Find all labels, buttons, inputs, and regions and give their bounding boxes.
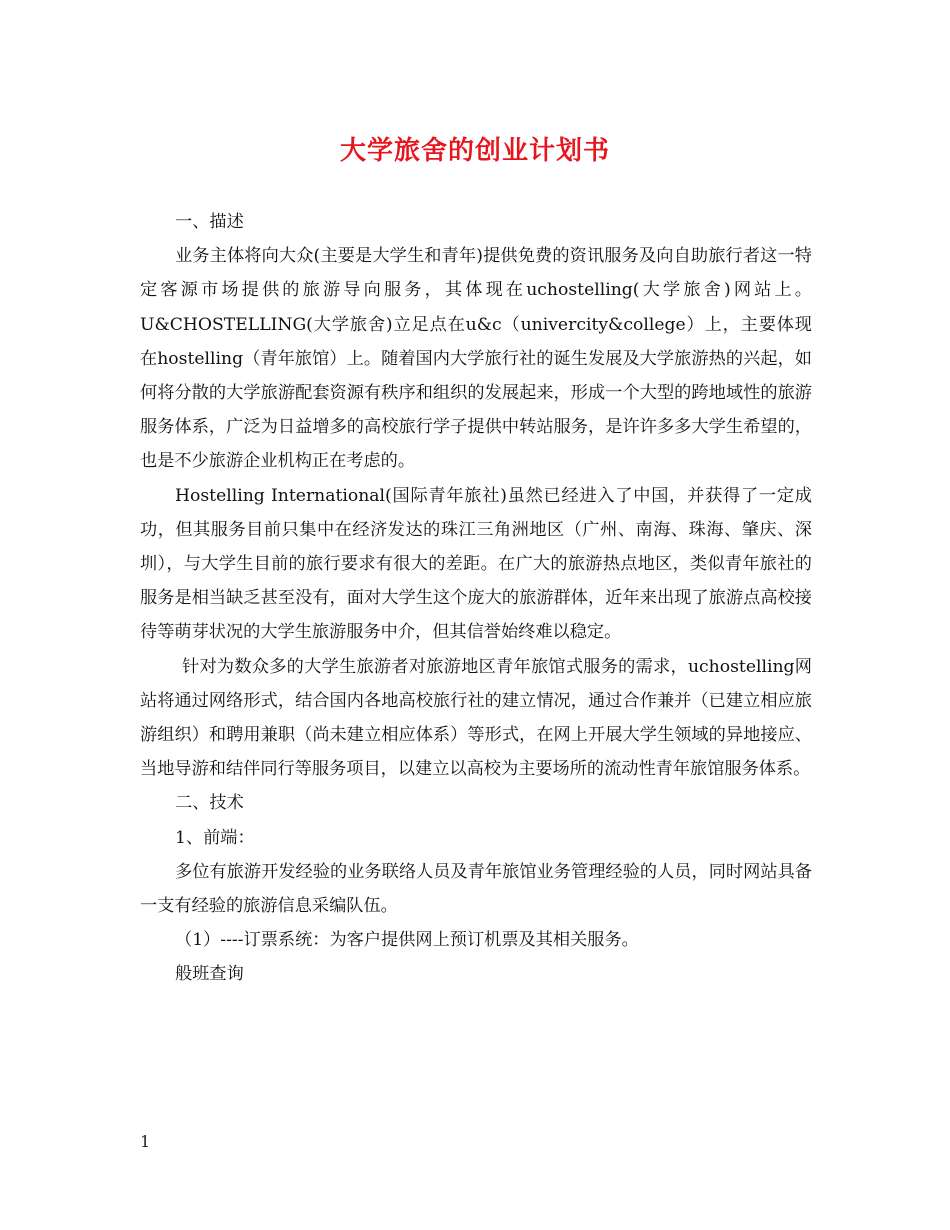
document-title: 大学旅舍的创业计划书 [339,136,610,166]
paragraph-flight-query: 般班查询 [175,964,244,985]
section-heading-technology: 二、技术 [175,793,244,814]
page-number: 1 [140,1132,151,1151]
list-item-booking-system: （1）----订票系统：为客户提供网上预订机票及其相关服务。 [175,930,639,951]
paragraph-business-overview: 业务主体将向大众(主要是大学生和青年)提供免费的资讯服务及向自助旅行者这一特定客源市场提供的旅游导向服务，其体现在uchostelling(大学旅舍)网站上。U&CHOSTELLING(大学旅舍)立足点在u&c（univercity&college）上，主要体现在hostelling（青年旅馆）上。随着国内大学旅行社的诞生发展及大学旅游热的兴起，如何将分散的大学旅游配套资源有秩序和组织的发展起来，形成一个大型的跨地域性的旅游服务体系，广泛为日益增多的高校旅行学子提供中转站服务，是许许多多大学生希望的，也是不少旅游企业机构正在考虑的。 [140,246,812,472]
subheading-frontend: 1、前端： [175,827,255,848]
section-heading-description: 一、描述 [175,212,244,232]
paragraph-service-plan: 针对为数众多的大学生旅游者对旅游地区青年旅馆式服务的需求，uchostelling网站将通过网络形式，结合国内各地高校旅行社的建立情况，通过合作兼并（已建立相应旅游组织）和聘用兼职（尚未建立相应体系）等形式，在网上开展大学生领域的异地接应、当地导游和结伴同行等服务项目，以建立以高校为主要场所的流动性青年旅馆服务体系。 [140,656,812,780]
document-body [140,205,812,992]
paragraph-hostelling-international: Hostelling International(国际青年旅社)虽然已经进入了中国，并获得了一定成功，但其服务目前只集中在经济发达的珠江三角洲地区（广州、南海、珠海、肇庆、深圳），与大学生目前的旅行要求有很大的差距。在广大的旅游热点地区，类似青年旅社的服务是相当缺乏甚至没有，面对大学生这个庞大的旅游群体，近年来出现了旅游点高校接待等萌芽状况的大学生旅游服务中介，但其信誉始终难以稳定。 [140,485,812,643]
paragraph-team: 多位有旅游开发经验的业务联络人员及青年旅馆业务管理经验的人员，同时网站具备一支有经验的旅游信息采编队伍。 [140,861,812,917]
